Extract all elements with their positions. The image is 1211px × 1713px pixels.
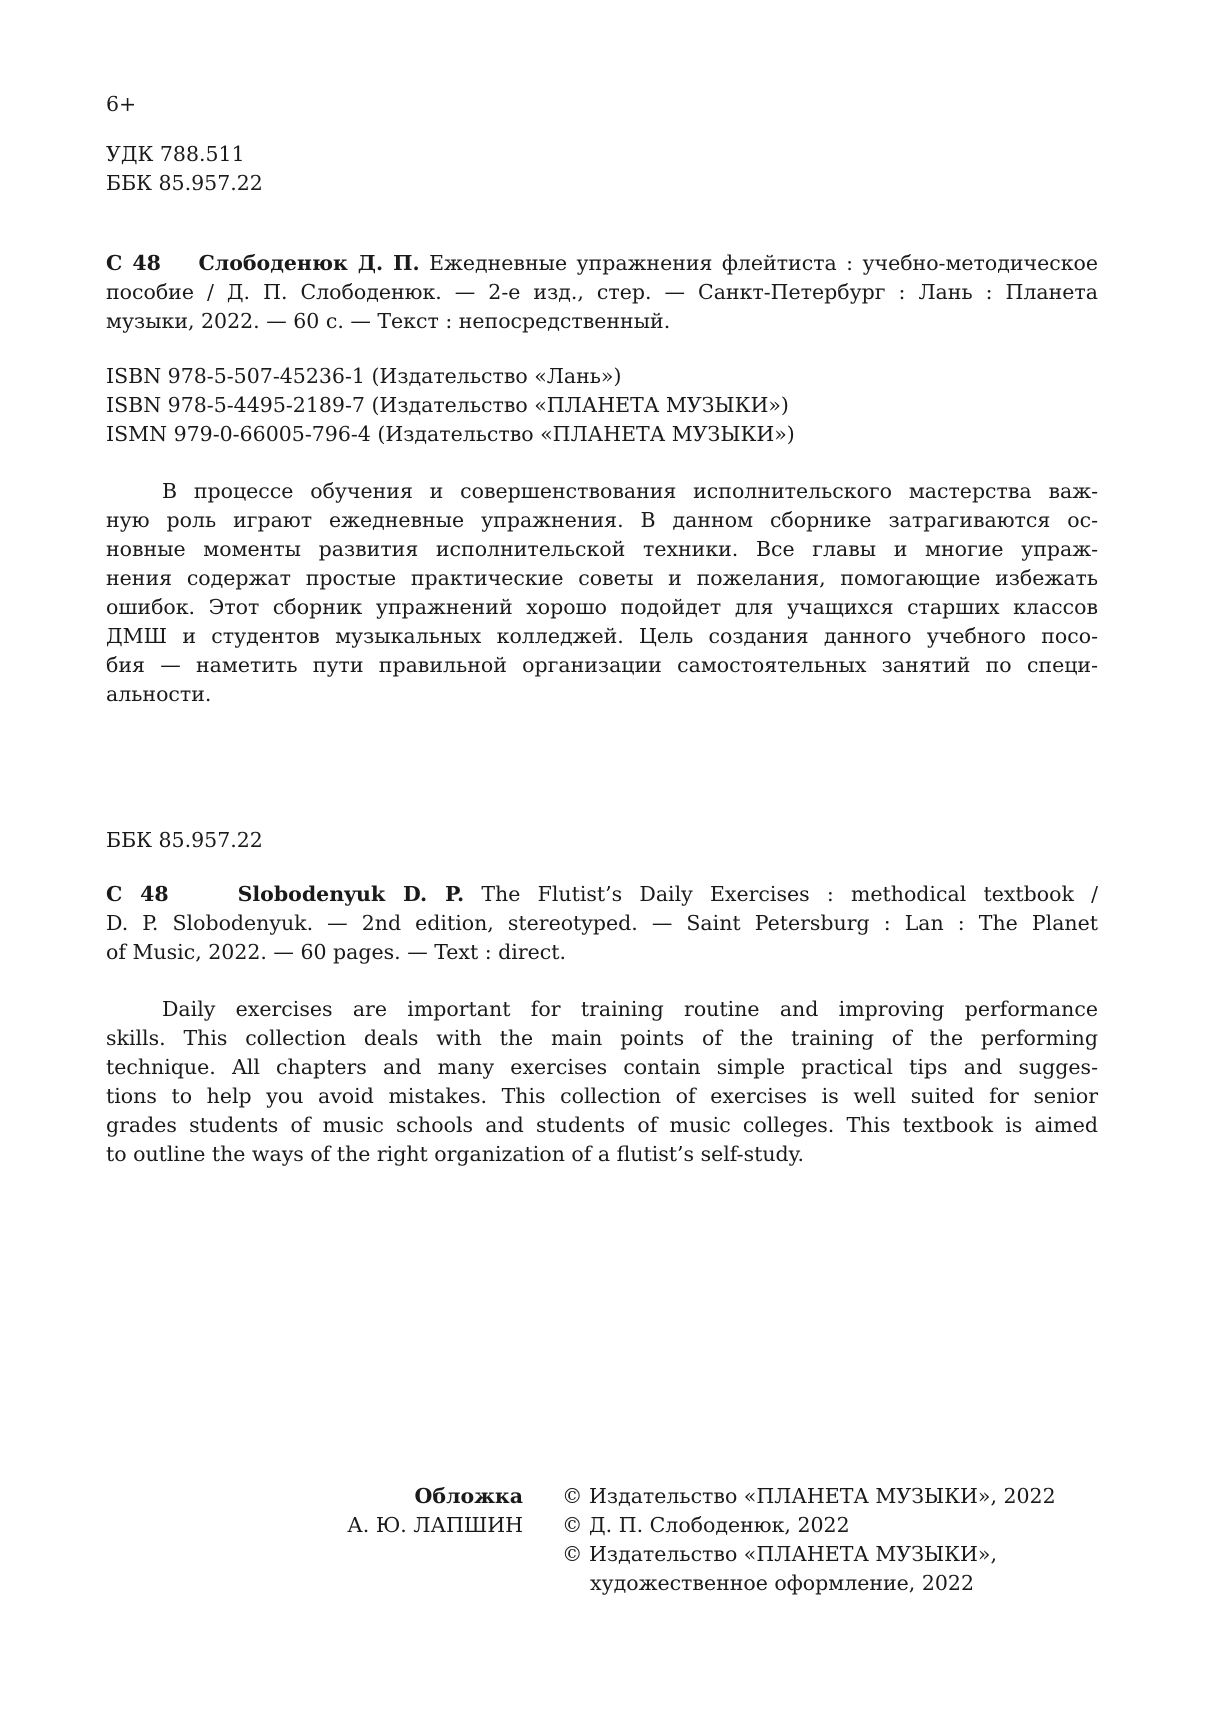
bbk-code-bottom: ББК 85.957.22 [106,828,263,852]
ru-entry-line-3: музыки, 2022. — 60 с. — Текст : непосредственный. [106,309,671,333]
en-abstract [106,995,1098,1169]
cover-artist: А. Ю. ЛАПШИН [347,1513,523,1537]
ru-entry-title: Ежедневные упражнения флейтиста : учебно-методическое [429,251,1098,275]
en-abstract-line: technique. All chapters and many exercises contain simple practical tips and sugges- [106,1055,1098,1079]
ru-abstract-line: альности. [106,682,212,706]
ru-abstract-line: ДМШ и студентов музыкальных колледжей. Цель создания данного учебного посо- [106,624,1098,648]
ru-abstract-line: В процессе обучения и совершенствования исполнительского мастерства важ- [162,479,1098,503]
ismn-planeta: ISMN 979-0-66005-796-4 (Издательство «ПЛАНЕТА МУЗЫКИ») [106,422,795,446]
en-abstract-line: grades students of music schools and students of music colleges. This textbook is aimed [106,1113,1098,1137]
ru-entry-author: Слободенюк Д. П. [198,251,420,275]
en-entry-author: Slobodenyuk D. P. [237,882,465,906]
ru-abstract-line: новные моменты развития исполнительской техники. Все главы и многие упраж- [106,537,1098,561]
en-entry-code: С 48 [106,882,169,906]
en-abstract-line: to outline the ways of the right organization of a flutist’s self-study. [106,1142,805,1166]
ru-entry-line-1 [106,249,1098,278]
ru-abstract [106,477,1098,709]
en-entry-line-1 [106,880,1098,909]
copyright-line: © Д. П. Слободенюк, 2022 [562,1513,850,1537]
en-abstract-line: Daily exercises are important for training routine and improving performance [162,997,1098,1021]
ru-abstract-line: ную роль играют ежедневные упражнения. В данном сборнике затрагиваются ос- [106,508,1098,532]
bbk-code-top: ББК 85.957.22 [106,171,263,195]
udk-code: УДК 788.511 [106,142,245,166]
en-entry-title: The Flutist’s Daily Exercises : methodical textbook / [481,882,1098,906]
copyright-line: © Издательство «ПЛАНЕТА МУЗЫКИ», 2022 [562,1484,1056,1508]
cover-label-text: Обложка [414,1484,523,1508]
cover-label [415,1482,523,1511]
ru-entry-code: С 48 [106,251,161,275]
age-rating: 6+ [106,92,137,116]
isbn-planeta: ISBN 978-5-4495-2189-7 (Издательство «ПЛАНЕТА МУЗЫКИ») [106,393,789,417]
ru-entry-line-2: пособие / Д. П. Слободенюк. — 2-е изд., стер. — Санкт-Петербург : Лань : Планета [106,280,1098,304]
en-abstract-line: tions to help you avoid mistakes. This collection of exercises is well suited for senior [106,1084,1098,1108]
isbn-lan: ISBN 978-5-507-45236-1 (Издательство «Лань») [106,364,622,388]
en-entry-line-2: D. P. Slobodenyuk. — 2nd edition, stereotyped. — Saint Petersburg : Lan : The Planet [106,911,1098,935]
copyright-line: © Издательство «ПЛАНЕТА МУЗЫКИ», [562,1542,997,1566]
ru-abstract-line: бия — наметить пути правильной организации самостоятельных занятий по специ- [106,653,1098,677]
ru-abstract-line: ошибок. Этот сборник упражнений хорошо подойдет для учащихся старших классов [106,595,1098,619]
ru-abstract-line: нения содержат простые практические советы и пожелания, помогающие избежать [106,566,1098,590]
copyright-line: художественное оформление, 2022 [590,1571,975,1595]
en-entry-line-3: of Music, 2022. — 60 pages. — Text : direct. [106,940,567,964]
en-abstract-line: skills. This collection deals with the main points of the training of the performing [106,1026,1098,1050]
